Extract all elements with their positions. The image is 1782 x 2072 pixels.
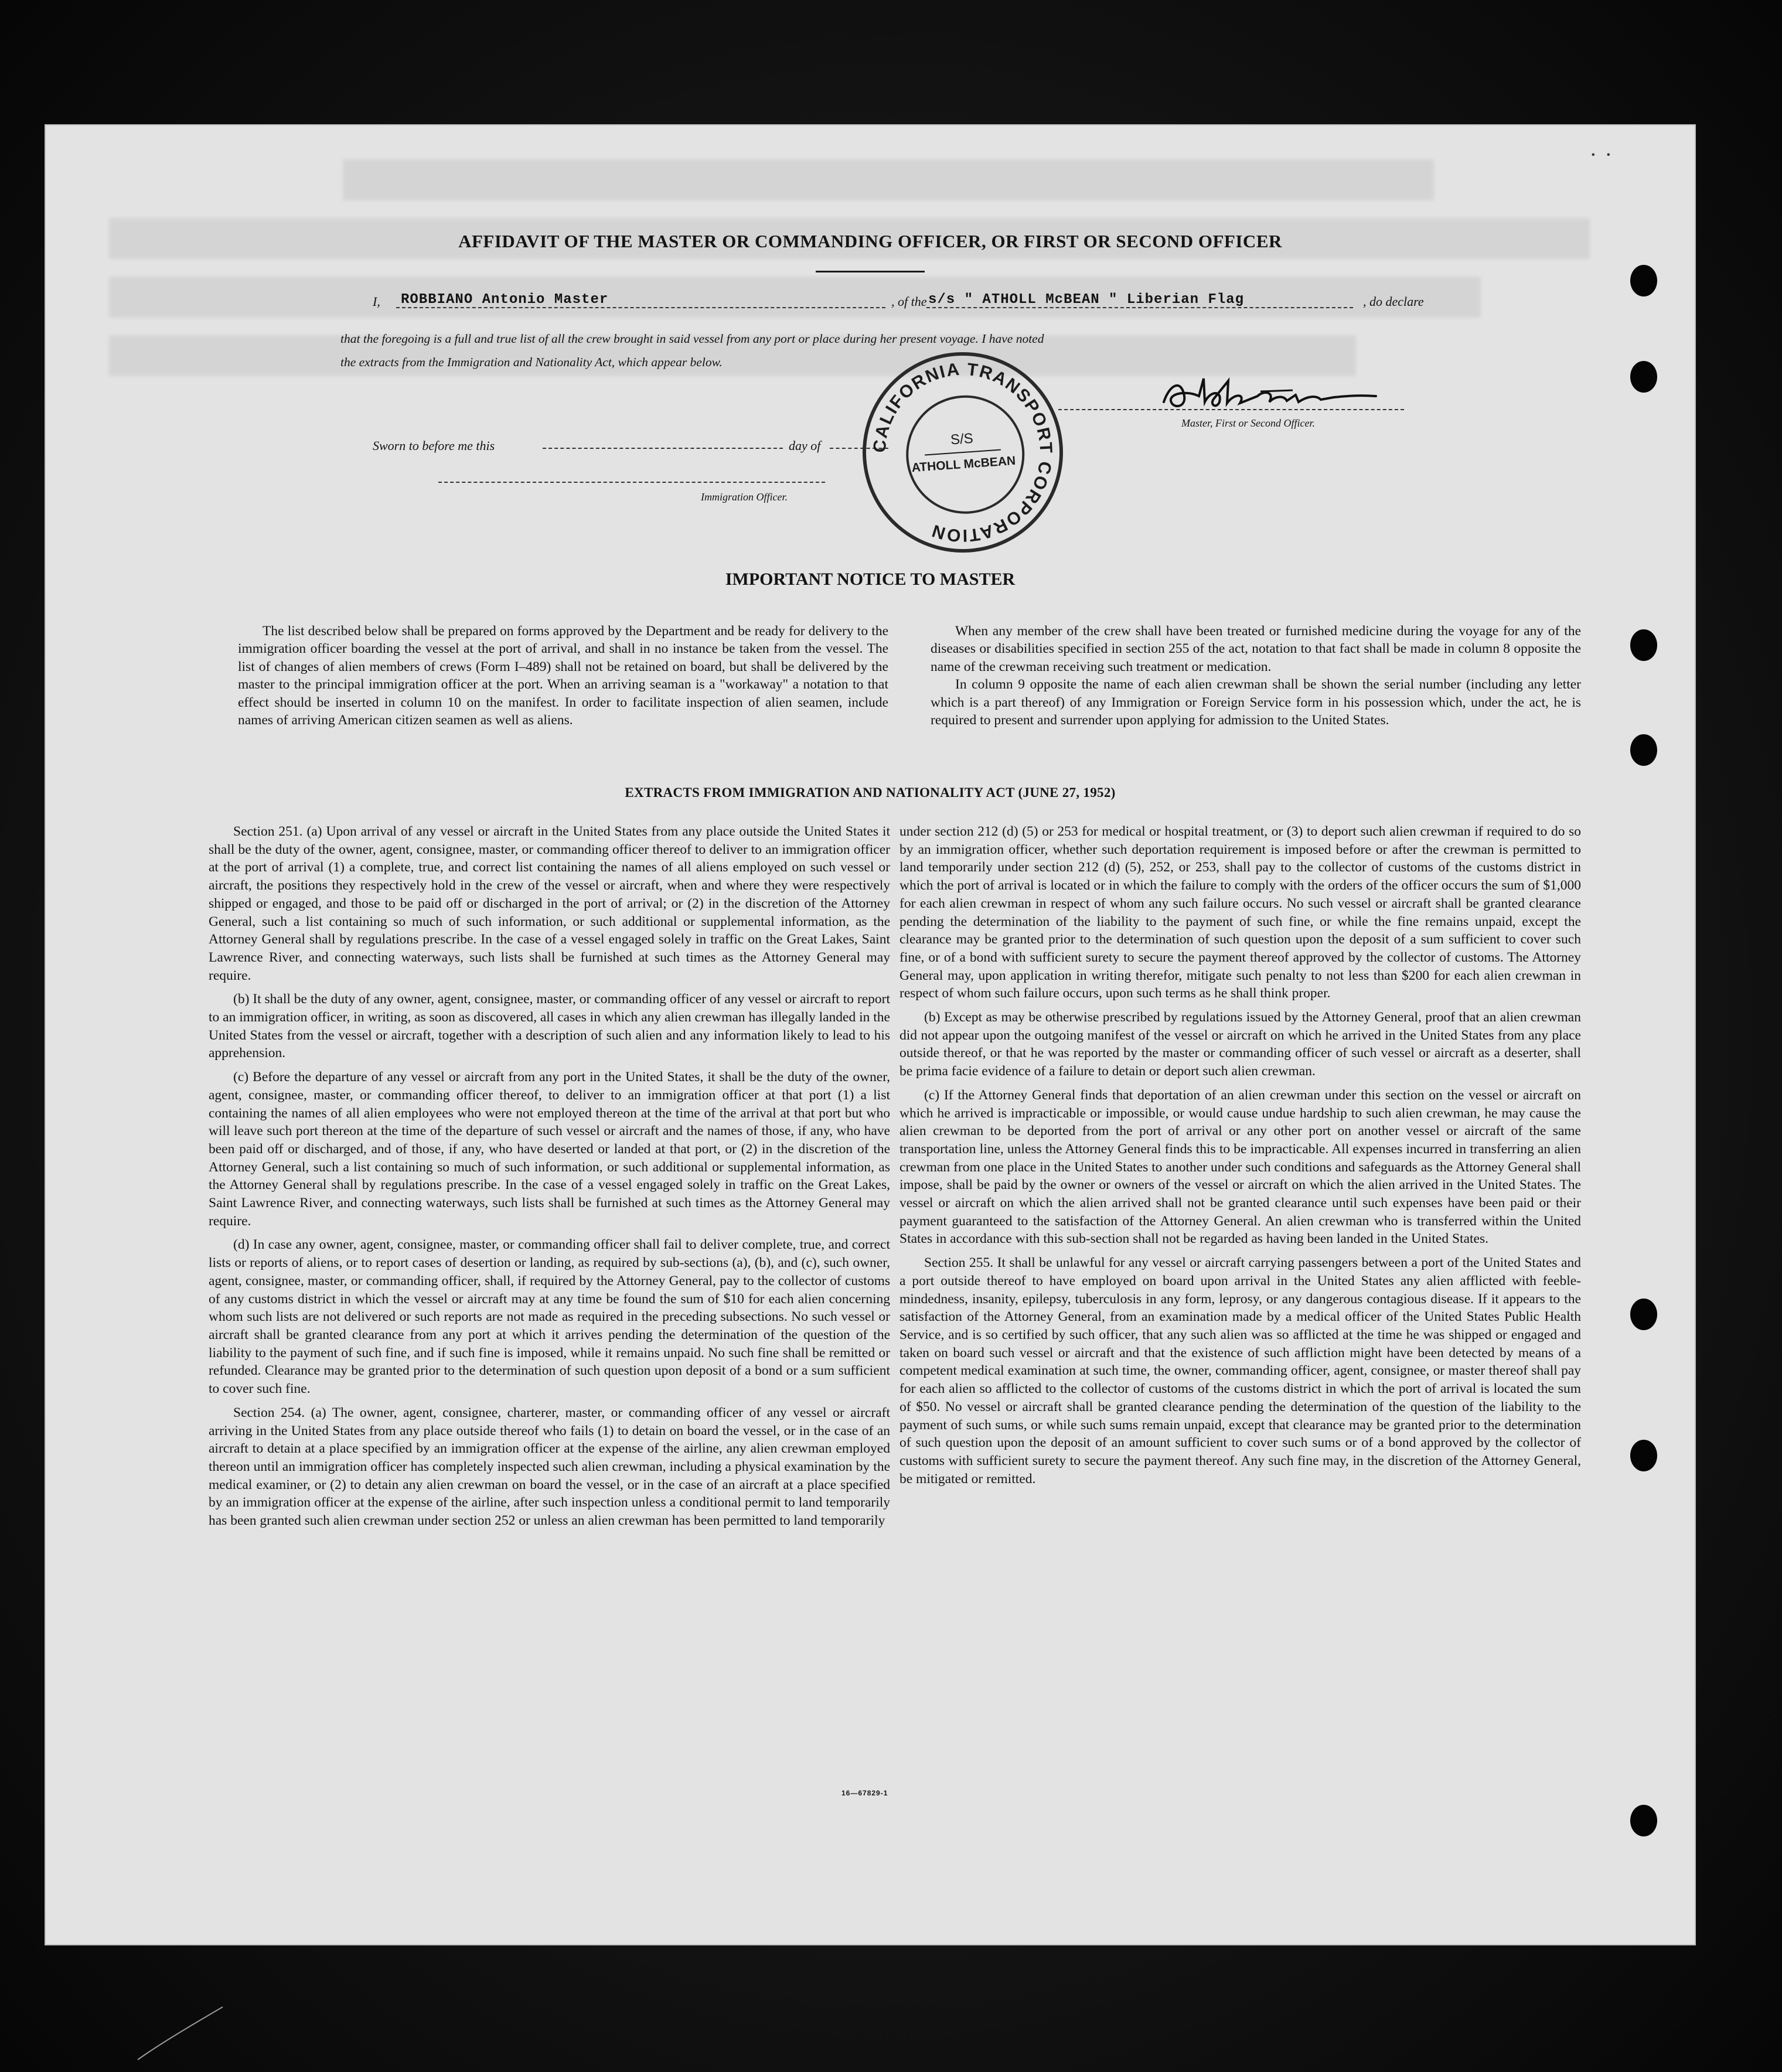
officer-signature-line bbox=[438, 482, 825, 483]
punch-hole bbox=[1630, 265, 1657, 297]
act-paragraph: Section 254. (a) The owner, agent, consignee, charterer, master, or commanding officer of any vessel or aircraft arriving in the United States from any place outside thereof who fails (1) to detain on board the vessel, or in the case of an aircraft to detain at a place specified by an immigration officer at the expense of the airline, any alien crewman employed thereon until an immigration officer has completely inspected such alien crewman, including a physical examination by the medical examiner, or (2) to detain any alien crewman on board the vessel, or in the case of an aircraft at a place specified by an immigration officer at the expense of the airline, after such inspection unless a conditional permit to land temporarily has been granted such alien crewman under section 252 or unless an alien crewman has been permitted to land temporarily bbox=[209, 1405, 890, 1529]
company-stamp bbox=[856, 345, 1069, 559]
sworn-date-line bbox=[543, 448, 783, 449]
declaration-line-1: that the foregoing is a full and true list of all the crew brought in said vessel from any port or place during her present voyage. I have noted bbox=[340, 332, 1044, 346]
of-the-label: , of the bbox=[891, 294, 927, 309]
vessel-name: s/s " ATHOLL McBEAN " Liberian Flag bbox=[928, 292, 1245, 308]
corner-mark: • • bbox=[1592, 150, 1615, 160]
day-of-label: day of bbox=[789, 438, 821, 453]
act-paragraph: Section 251. (a) Upon arrival of any vessel or aircraft in the United States from any place outside the United States it shall be the duty of the owner, agent, consignee, master, or commanding officer thereof to deliver to an immigration officer at the port of arrival (1) a complete, true, and correct list containing the names of all aliens employed on such vessel or aircraft, the positions they respectively hold in the crew of the vessel or aircraft, when and where they were respectively shipped or engaged, and those to be paid off or discharged in the port of arrival; or (2) in the discretion of the Attorney General, such a list containing so much of such information, or such additional or supplemental information, as the Attorney General shall by regulations prescribe. In the case of a vessel engaged solely in traffic on the Great Lakes, Saint Lawrence River, and connecting waterways, such lists shall be furnished at such times as the Attorney General may require. bbox=[209, 824, 890, 983]
master-signature bbox=[1158, 373, 1381, 422]
notice-paragraph: In column 9 opposite the name of each alien crewman shall be shown the serial number (including any letter which is a part thereof) of any Immigration or Foreign Service form in his possession which, under the act, he is required to present and surrender upon applying for admission to the United States. bbox=[931, 677, 1581, 728]
punch-hole bbox=[1630, 1805, 1657, 1836]
stamp-ship-name: ATHOLL McBEAN bbox=[911, 454, 1016, 475]
act-paragraph: (b) Except as may be otherwise prescribed by regulations issued by the Attorney General, proof that an alien crewman did not appear upon the outgoing manifest of the vessel or aircraft on which he arrived in the United States from any place outside thereof, or that he was reported by the master or commanding officer of such vessel or aircraft as a deserter, shall be prima facie evidence of a failure to detain or deport such alien crewman. bbox=[899, 1010, 1581, 1079]
sworn-label: Sworn to before me this bbox=[373, 438, 495, 453]
affidavit-title: AFFIDAVIT OF THE MASTER OR COMMANDING OFFICER, OR FIRST OR SECOND OFFICER bbox=[458, 231, 1282, 251]
notice-left-column bbox=[238, 622, 888, 729]
officer-caption: Immigration Officer. bbox=[701, 491, 788, 503]
extracts-right-column bbox=[899, 823, 1581, 1488]
do-declare-label: , do declare bbox=[1363, 294, 1424, 309]
title-rule bbox=[816, 271, 925, 272]
extracts-left-column bbox=[209, 823, 890, 1530]
punch-hole bbox=[1630, 629, 1657, 661]
signer-caption: Master, First or Second Officer. bbox=[1181, 417, 1315, 429]
extracts-title: EXTRACTS FROM IMMIGRATION AND NATIONALITY ACT (JUNE 27, 1952) bbox=[625, 785, 1116, 800]
act-paragraph: under section 212 (d) (5) or 253 for medical or hospital treatment, or (3) to deport such alien crewman if required to do so by an immigration officer, whether such deportation requirement is imposed before or after the crewman is permitted to land temporarily under section 212 (d) (5), 252, or 253, shall pay to the collector of customs of the customs district in which the port of arrival is located or in which the failure to comply with the orders of the officer occurs the sum of $1,000 for each alien crewman in respect of whom any such failure occurs. No such vessel or aircraft shall be granted clearance pending the determination of the liability to the payment of such fine, or while the fine remains unpaid, except the clearance may be granted prior to the determination of such question upon the deposit of a sum sufficient to cover such fine, or of a bond with sufficient surety to secure the payment thereof approved by the collector of customs. The Attorney General may, upon application in writing therefor, mitigate such penalty to not less than $200 for each alien crewman in respect of whom such failure occurs, upon such terms as he shall think proper. bbox=[899, 824, 1581, 1001]
document-page bbox=[45, 124, 1696, 1945]
declaration-row bbox=[373, 294, 1468, 312]
notice-right-column bbox=[931, 622, 1581, 729]
notice-paragraph: When any member of the crew shall have been treated or furnished medicine during the voyage for any of the diseases or disabilities specified in section 255 of the act, notation to that fact shall be made in column 8 opposite the name of the crewman receiving such treatment or medication. bbox=[931, 623, 1581, 674]
punch-hole bbox=[1630, 1440, 1657, 1471]
act-paragraph: (c) If the Attorney General finds that deportation of an alien crewman under this section on the vessel or aircraft on which he arrived is impracticable or impossible, or would cause undue hardship to such alien crewman, he may cause the alien crewman to be deported from the port of arrival or any other port on another vessel or aircraft of the same transportation line, unless the Attorney General finds this to be impracticable. All expenses incurred in transferring an alien crewman from one place in the United States to another under such conditions and safeguards as the Attorney General shall impose, shall be paid by the owner or owners of the vessel or aircraft on which the alien arrived in the United States. The vessel or aircraft on which the alien arrived shall not be granted clearance until such expenses have been paid or their payment guaranteed to the satisfaction of the Attorney General. An alien crewman who is transferred within the United States in accordance with this sub-section shall not be regarded as having been landed in the United States. bbox=[899, 1087, 1581, 1247]
notice-title: IMPORTANT NOTICE TO MASTER bbox=[725, 570, 1016, 589]
stamp-ring-text: CALIFORNIA TRANSPORT CORPORATION bbox=[870, 359, 1056, 546]
act-paragraph: (c) Before the departure of any vessel or aircraft from any port in the United States, it shall be the duty of the owner, agent, consignee, master, or commanding officer thereof, to deliver to an immigration officer at that port (1) a list containing the names of all alien employees who were not employed thereon at the time of the arrival at that port but who will leave such port thereon at the time of the departure of such vessel or aircraft and the names of those, if any, who have been paid off or discharged, and of those, if any, who have deserted or landed at that port, or (2) in the discretion of the Attorney General, such a list containing so much of such information, or such additional or supplemental information, as the Attorney General shall by regulations prescribe. In the case of a vessel engaged solely in traffic on the Great Lakes, Saint Lawrence River, and connecting waterways, such lists shall be furnished at such times as the Attorney General may require. bbox=[209, 1069, 890, 1229]
film-scratch bbox=[135, 2004, 229, 2063]
stamp-ship-prefix: S/S bbox=[950, 430, 974, 448]
act-paragraph: Section 255. It shall be unlawful for any vessel or aircraft carrying passengers between a port of the United States and a port outside thereof to have employed on board upon arrival in the United States any alien afflicted with feeble-mindedness, insanity, epilepsy, tuberculosis in any form, leprosy, or any dangerous contagious disease. If it appears to the satisfaction of the Attorney General, from an examination made by a medical officer of the United States Public Health Service, and is so certified by such officer, that any such alien was so afflicted at the time he was shipped or engaged and taken on board such vessel or aircraft and that the existence of such affliction might have been detected by means of a competent medical examination at such time, the owner, commanding officer, agent, consignee, or master thereof shall pay for each alien so afflicted to the collector of customs of the customs district in which the port of arrival is located the sum of $50. No vessel or aircraft shall be granted clearance pending the determination of the question of the liability to the payment of such sums, or while such sums remain unpaid, except that clearance may be granted prior to the determination of such question upon the deposit of an amount sufficient to cover such sums or of a bond approved by the collector of customs with sufficient surety to secure the payment thereof. Any such fine may, in the discretion of the Attorney General, be mitigated or remitted. bbox=[899, 1255, 1581, 1487]
punch-hole bbox=[1630, 361, 1657, 393]
master-name: ROBBIANO Antonio Master bbox=[401, 292, 609, 308]
act-paragraph: (b) It shall be the duty of any owner, agent, consignee, master, or commanding officer of any vessel or aircraft to report to an immigration officer, in writing, as soon as discovered, all cases in which any alien crewman has illegally landed in the United States from the vessel or aircraft, together with a description of such alien and any information likely to lead to his apprehension. bbox=[209, 991, 890, 1061]
punch-hole bbox=[1630, 734, 1657, 766]
form-code: 16—67829-1 bbox=[841, 1789, 888, 1797]
declaration-line-2: the extracts from the Immigration and Nationality Act, which appear below. bbox=[340, 355, 723, 369]
i-label: I, bbox=[373, 294, 380, 309]
notice-paragraph: The list described below shall be prepared on forms approved by the Department and be ready for delivery to the immigration officer boarding the vessel at the port of arrival, and shall in no instance be taken from the vessel. The list of changes of alien members of crews (Form I–489) shall not be retained on board, but shall be delivered by the master to the principal immigration officer at the port. When an arriving seaman is a "workaway" a notation to that effect should be inserted in column 10 on the manifest. In order to facilitate inspection of alien seamen, include names of arriving American citizen seamen as well as aliens. bbox=[238, 623, 888, 728]
act-paragraph: (d) In case any owner, agent, consignee, master, or commanding officer shall fail to deliver complete, true, and correct lists or reports of aliens, or to report cases of desertion or landing, as required by sub-sections (a), (b), and (c), such owner, agent, consignee, master, or commanding officer, shall, if required by the Attorney General, pay to the collector of customs of any customs district in which the vessel or aircraft may at any time be found the sum of $10 for each alien concerning whom such lists are not delivered or such reports are not made as required in the preceding subsections. No such vessel or aircraft shall be granted clearance from any port at which it arrives pending the determination of the question of the liability to the payment of such fine, and if such fine is imposed, while it remains unpaid. No such fine shall be remitted or refunded. Clearance may be granted prior to the determination of such question upon deposit of a bond or a sum sufficient to cover such fine. bbox=[209, 1237, 890, 1397]
punch-hole bbox=[1630, 1299, 1657, 1330]
